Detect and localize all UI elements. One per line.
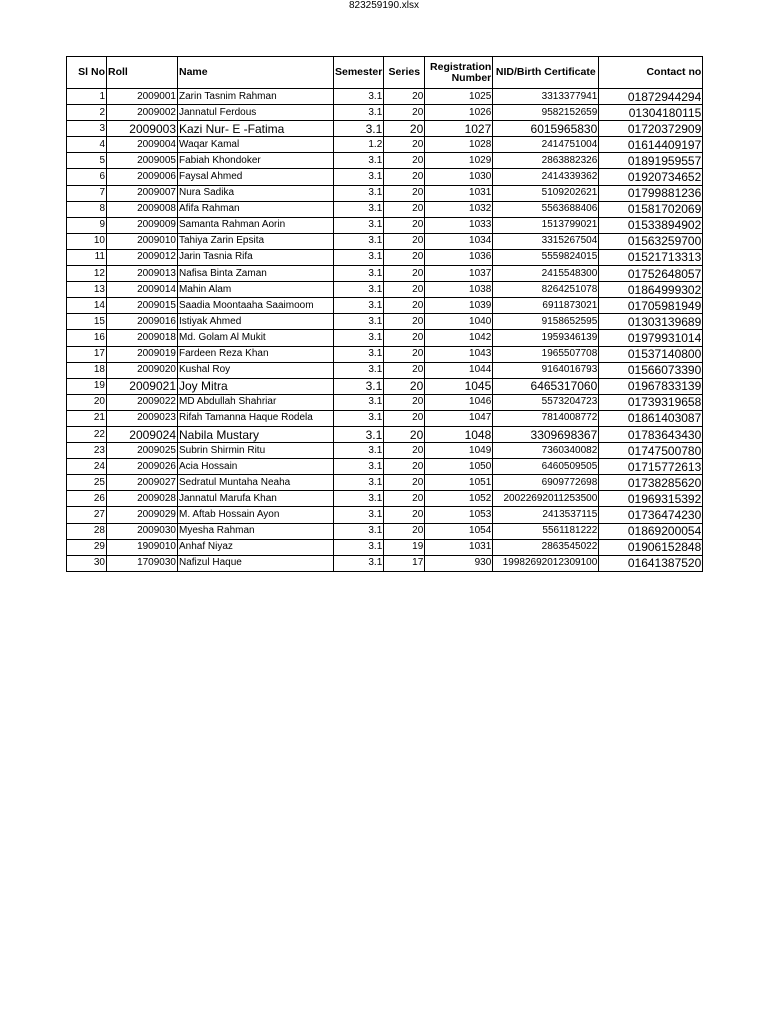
cell-contact: 01521713313 [599, 249, 703, 265]
cell-contact: 01304180115 [599, 105, 703, 121]
cell-contact: 01614409197 [599, 137, 703, 153]
cell-registration: 1048 [425, 426, 493, 442]
cell-name: Nabila Mustary [178, 426, 334, 442]
cell-sl-no: 6 [67, 169, 107, 185]
cell-sl-no: 26 [67, 491, 107, 507]
cell-name: Saadia Moontaaha Saaimoom [178, 298, 334, 314]
cell-roll: 2009023 [107, 410, 178, 426]
cell-contact: 01715772613 [599, 459, 703, 475]
cell-series: 20 [384, 475, 425, 491]
table-row [67, 555, 703, 571]
cell-registration: 1051 [425, 475, 493, 491]
table-row [67, 298, 703, 314]
cell-semester: 3.1 [334, 282, 384, 298]
cell-name: Kazi Nur- E -Fatima [178, 121, 334, 137]
cell-name: Samanta Rahman Aorin [178, 217, 334, 233]
cell-contact: 01747500780 [599, 443, 703, 459]
cell-series: 20 [384, 394, 425, 410]
cell-series: 20 [384, 523, 425, 539]
cell-contact: 01303139689 [599, 314, 703, 330]
cell-roll: 2009026 [107, 459, 178, 475]
cell-contact: 01967833139 [599, 378, 703, 394]
table-row [67, 426, 703, 442]
cell-contact: 01891959557 [599, 153, 703, 169]
cell-roll: 2009020 [107, 362, 178, 378]
cell-name: Rifah Tamanna Haque Rodela [178, 410, 334, 426]
cell-nid: 7814008772 [493, 410, 599, 426]
cell-nid: 3315267504 [493, 233, 599, 249]
table-row [67, 523, 703, 539]
cell-contact: 01581702069 [599, 201, 703, 217]
table-row [67, 394, 703, 410]
cell-sl-no: 30 [67, 555, 107, 571]
cell-nid: 2863882326 [493, 153, 599, 169]
cell-sl-no: 13 [67, 282, 107, 298]
cell-semester: 3.1 [334, 298, 384, 314]
cell-sl-no: 28 [67, 523, 107, 539]
cell-registration: 1039 [425, 298, 493, 314]
cell-contact: 01869200054 [599, 523, 703, 539]
table-row [67, 89, 703, 105]
cell-nid: 9164016793 [493, 362, 599, 378]
cell-series: 20 [384, 459, 425, 475]
cell-registration: 1037 [425, 266, 493, 282]
cell-registration: 1031 [425, 539, 493, 555]
header-semester: Semester [334, 57, 384, 89]
cell-roll: 2009008 [107, 201, 178, 217]
cell-semester: 3.1 [334, 491, 384, 507]
cell-semester: 3.1 [334, 330, 384, 346]
cell-contact: 01783643430 [599, 426, 703, 442]
cell-roll: 2009010 [107, 233, 178, 249]
cell-registration: 1031 [425, 185, 493, 201]
cell-contact: 01906152848 [599, 539, 703, 555]
cell-series: 20 [384, 121, 425, 137]
header-contact: Contact no [599, 57, 703, 89]
cell-series: 20 [384, 298, 425, 314]
cell-contact: 01705981949 [599, 298, 703, 314]
cell-semester: 3.1 [334, 346, 384, 362]
cell-roll: 2009029 [107, 507, 178, 523]
cell-semester: 3.1 [334, 539, 384, 555]
cell-name: Kushal Roy [178, 362, 334, 378]
cell-name: Tahiya Zarin Epsita [178, 233, 334, 249]
cell-nid: 2415548300 [493, 266, 599, 282]
cell-nid: 2863545022 [493, 539, 599, 555]
cell-registration: 1047 [425, 410, 493, 426]
cell-roll: 2009012 [107, 249, 178, 265]
table-row [67, 410, 703, 426]
table-row [67, 539, 703, 555]
cell-registration: 1045 [425, 378, 493, 394]
cell-roll: 2009025 [107, 443, 178, 459]
cell-sl-no: 10 [67, 233, 107, 249]
cell-registration: 930 [425, 555, 493, 571]
cell-nid: 2413537115 [493, 507, 599, 523]
cell-semester: 3.1 [334, 233, 384, 249]
cell-name: Waqar Kamal [178, 137, 334, 153]
cell-registration: 1044 [425, 362, 493, 378]
cell-name: Jannatul Ferdous [178, 105, 334, 121]
table-row [67, 217, 703, 233]
cell-name: Jannatul Marufa Khan [178, 491, 334, 507]
header-registration: Registration Number [425, 57, 493, 89]
cell-semester: 3.1 [334, 507, 384, 523]
cell-nid: 1959346139 [493, 330, 599, 346]
cell-semester: 3.1 [334, 121, 384, 137]
cell-roll: 2009024 [107, 426, 178, 442]
table-row [67, 105, 703, 121]
cell-series: 20 [384, 185, 425, 201]
cell-registration: 1042 [425, 330, 493, 346]
cell-contact: 01864999302 [599, 282, 703, 298]
cell-series: 20 [384, 330, 425, 346]
cell-registration: 1049 [425, 443, 493, 459]
cell-series: 20 [384, 105, 425, 121]
cell-nid: 5559824015 [493, 249, 599, 265]
cell-series: 20 [384, 153, 425, 169]
cell-series: 20 [384, 266, 425, 282]
table-row [67, 249, 703, 265]
cell-series: 20 [384, 378, 425, 394]
cell-semester: 3.1 [334, 217, 384, 233]
cell-sl-no: 16 [67, 330, 107, 346]
cell-contact: 01563259700 [599, 233, 703, 249]
cell-roll: 2009030 [107, 523, 178, 539]
cell-series: 20 [384, 491, 425, 507]
cell-nid: 6465317060 [493, 378, 599, 394]
cell-registration: 1025 [425, 89, 493, 105]
cell-contact: 01739319658 [599, 394, 703, 410]
cell-registration: 1032 [425, 201, 493, 217]
cell-roll: 2009002 [107, 105, 178, 121]
cell-sl-no: 19 [67, 378, 107, 394]
table-row [67, 169, 703, 185]
table-row [67, 475, 703, 491]
cell-contact: 01720372909 [599, 121, 703, 137]
cell-semester: 3.1 [334, 153, 384, 169]
cell-sl-no: 20 [67, 394, 107, 410]
table-row [67, 282, 703, 298]
cell-contact: 01861403087 [599, 410, 703, 426]
cell-sl-no: 7 [67, 185, 107, 201]
cell-semester: 3.1 [334, 169, 384, 185]
cell-semester: 3.1 [334, 523, 384, 539]
table-row [67, 153, 703, 169]
cell-series: 19 [384, 539, 425, 555]
cell-name: Nafizul Haque [178, 555, 334, 571]
cell-name: Istiyak Ahmed [178, 314, 334, 330]
cell-sl-no: 22 [67, 426, 107, 442]
cell-sl-no: 12 [67, 266, 107, 282]
cell-nid: 6911873021 [493, 298, 599, 314]
cell-contact: 01736474230 [599, 507, 703, 523]
cell-sl-no: 4 [67, 137, 107, 153]
cell-series: 20 [384, 201, 425, 217]
cell-contact: 01920734652 [599, 169, 703, 185]
cell-semester: 3.1 [334, 443, 384, 459]
cell-name: Acia Hossain [178, 459, 334, 475]
cell-name: Afifa Rahman [178, 201, 334, 217]
cell-contact: 01752648057 [599, 266, 703, 282]
cell-roll: 2009004 [107, 137, 178, 153]
cell-semester: 3.1 [334, 185, 384, 201]
cell-name: Mahin Alam [178, 282, 334, 298]
cell-registration: 1028 [425, 137, 493, 153]
cell-registration: 1053 [425, 507, 493, 523]
cell-series: 20 [384, 443, 425, 459]
cell-sl-no: 9 [67, 217, 107, 233]
cell-semester: 3.1 [334, 89, 384, 105]
cell-name: Md. Golam Al Mukit [178, 330, 334, 346]
cell-registration: 1043 [425, 346, 493, 362]
cell-name: M. Aftab Hossain Ayon [178, 507, 334, 523]
table-row [67, 233, 703, 249]
cell-nid: 19982692012309100 [493, 555, 599, 571]
cell-roll: 2009021 [107, 378, 178, 394]
cell-roll: 2009022 [107, 394, 178, 410]
cell-name: Myesha Rahman [178, 523, 334, 539]
cell-semester: 3.1 [334, 249, 384, 265]
cell-nid: 7360340082 [493, 443, 599, 459]
cell-roll: 2009006 [107, 169, 178, 185]
cell-semester: 3.1 [334, 314, 384, 330]
cell-name: Faysal Ahmed [178, 169, 334, 185]
cell-series: 20 [384, 410, 425, 426]
cell-nid: 20022692011253500 [493, 491, 599, 507]
cell-sl-no: 3 [67, 121, 107, 137]
cell-registration: 1054 [425, 523, 493, 539]
cell-roll: 2009003 [107, 121, 178, 137]
cell-roll: 2009016 [107, 314, 178, 330]
cell-contact: 01799881236 [599, 185, 703, 201]
cell-sl-no: 2 [67, 105, 107, 121]
cell-roll: 2009001 [107, 89, 178, 105]
cell-semester: 3.1 [334, 362, 384, 378]
cell-series: 20 [384, 282, 425, 298]
cell-name: Fardeen Reza Khan [178, 346, 334, 362]
cell-sl-no: 17 [67, 346, 107, 362]
file-name-title: 823259190.xlsx [348, 0, 420, 11]
cell-roll: 2009013 [107, 266, 178, 282]
cell-name: Sedratul Muntaha Neaha [178, 475, 334, 491]
cell-roll: 2009019 [107, 346, 178, 362]
cell-semester: 3.1 [334, 459, 384, 475]
cell-sl-no: 11 [67, 249, 107, 265]
cell-series: 20 [384, 426, 425, 442]
cell-nid: 6909772698 [493, 475, 599, 491]
cell-name: Anhaf Niyaz [178, 539, 334, 555]
cell-nid: 6460509505 [493, 459, 599, 475]
table-row [67, 443, 703, 459]
cell-name: Nura Sadika [178, 185, 334, 201]
cell-semester: 3.1 [334, 378, 384, 394]
cell-semester: 1.2 [334, 137, 384, 153]
cell-contact: 01641387520 [599, 555, 703, 571]
table-row [67, 266, 703, 282]
cell-semester: 3.1 [334, 410, 384, 426]
student-table [66, 56, 703, 572]
cell-name: Joy Mitra [178, 378, 334, 394]
cell-roll: 2009007 [107, 185, 178, 201]
cell-name: Subrin Shirmin Ritu [178, 443, 334, 459]
cell-name: Nafisa Binta Zaman [178, 266, 334, 282]
cell-roll: 2009027 [107, 475, 178, 491]
cell-nid: 8264251078 [493, 282, 599, 298]
cell-name: Fabiah Khondoker [178, 153, 334, 169]
table-row [67, 362, 703, 378]
cell-series: 20 [384, 169, 425, 185]
cell-registration: 1038 [425, 282, 493, 298]
cell-roll: 2009005 [107, 153, 178, 169]
cell-registration: 1027 [425, 121, 493, 137]
cell-registration: 1034 [425, 233, 493, 249]
cell-nid: 9158652595 [493, 314, 599, 330]
header-roll: Roll [107, 57, 178, 89]
table-row [67, 185, 703, 201]
cell-sl-no: 5 [67, 153, 107, 169]
cell-semester: 3.1 [334, 475, 384, 491]
cell-contact: 01533894902 [599, 217, 703, 233]
cell-contact: 01969315392 [599, 491, 703, 507]
cell-semester: 3.1 [334, 105, 384, 121]
cell-name: Zarin Tasnim Rahman [178, 89, 334, 105]
cell-registration: 1036 [425, 249, 493, 265]
cell-contact: 01566073390 [599, 362, 703, 378]
cell-name: MD Abdullah Shahriar [178, 394, 334, 410]
cell-sl-no: 29 [67, 539, 107, 555]
cell-semester: 3.1 [334, 555, 384, 571]
cell-sl-no: 15 [67, 314, 107, 330]
cell-contact: 01979931014 [599, 330, 703, 346]
cell-registration: 1026 [425, 105, 493, 121]
cell-registration: 1052 [425, 491, 493, 507]
cell-series: 20 [384, 137, 425, 153]
cell-registration: 1029 [425, 153, 493, 169]
cell-roll: 2009018 [107, 330, 178, 346]
cell-contact: 01537140800 [599, 346, 703, 362]
cell-semester: 3.1 [334, 201, 384, 217]
cell-series: 20 [384, 217, 425, 233]
header-sl-no: Sl No [67, 57, 107, 89]
cell-roll: 1709030 [107, 555, 178, 571]
cell-roll: 2009009 [107, 217, 178, 233]
cell-nid: 5109202621 [493, 185, 599, 201]
cell-semester: 3.1 [334, 426, 384, 442]
cell-registration: 1030 [425, 169, 493, 185]
table-row [67, 314, 703, 330]
cell-registration: 1046 [425, 394, 493, 410]
cell-nid: 3309698367 [493, 426, 599, 442]
table-row [67, 121, 703, 137]
table-row [67, 346, 703, 362]
header-name: Name [178, 57, 334, 89]
cell-sl-no: 21 [67, 410, 107, 426]
cell-sl-no: 1 [67, 89, 107, 105]
cell-sl-no: 23 [67, 443, 107, 459]
cell-series: 20 [384, 507, 425, 523]
table-row [67, 201, 703, 217]
cell-series: 20 [384, 346, 425, 362]
cell-nid: 3313377941 [493, 89, 599, 105]
cell-roll: 2009014 [107, 282, 178, 298]
cell-nid: 6015965830 [493, 121, 599, 137]
cell-sl-no: 8 [67, 201, 107, 217]
cell-name: Jarin Tasnia Rifa [178, 249, 334, 265]
cell-nid: 2414339362 [493, 169, 599, 185]
cell-series: 17 [384, 555, 425, 571]
cell-series: 20 [384, 249, 425, 265]
header-series: Series [384, 57, 425, 89]
cell-sl-no: 24 [67, 459, 107, 475]
cell-nid: 1965507708 [493, 346, 599, 362]
cell-nid: 9582152659 [493, 105, 599, 121]
table-row [67, 137, 703, 153]
cell-roll: 1909010 [107, 539, 178, 555]
cell-semester: 3.1 [334, 394, 384, 410]
cell-contact: 01738285620 [599, 475, 703, 491]
cell-sl-no: 18 [67, 362, 107, 378]
header-nid: NID/Birth Certificate [493, 57, 599, 89]
cell-series: 20 [384, 314, 425, 330]
cell-registration: 1033 [425, 217, 493, 233]
cell-sl-no: 25 [67, 475, 107, 491]
table-row [67, 330, 703, 346]
cell-series: 20 [384, 362, 425, 378]
cell-registration: 1040 [425, 314, 493, 330]
table-row [67, 507, 703, 523]
cell-roll: 2009015 [107, 298, 178, 314]
cell-registration: 1050 [425, 459, 493, 475]
header-row [67, 57, 703, 89]
cell-semester: 3.1 [334, 266, 384, 282]
table-row [67, 459, 703, 475]
cell-sl-no: 14 [67, 298, 107, 314]
table-row [67, 491, 703, 507]
cell-contact: 01872944294 [599, 89, 703, 105]
cell-series: 20 [384, 233, 425, 249]
cell-sl-no: 27 [67, 507, 107, 523]
table-row [67, 378, 703, 394]
cell-nid: 5573204723 [493, 394, 599, 410]
cell-nid: 5561181222 [493, 523, 599, 539]
cell-roll: 2009028 [107, 491, 178, 507]
cell-nid: 5563688406 [493, 201, 599, 217]
cell-nid: 1513799021 [493, 217, 599, 233]
cell-series: 20 [384, 89, 425, 105]
cell-nid: 2414751004 [493, 137, 599, 153]
